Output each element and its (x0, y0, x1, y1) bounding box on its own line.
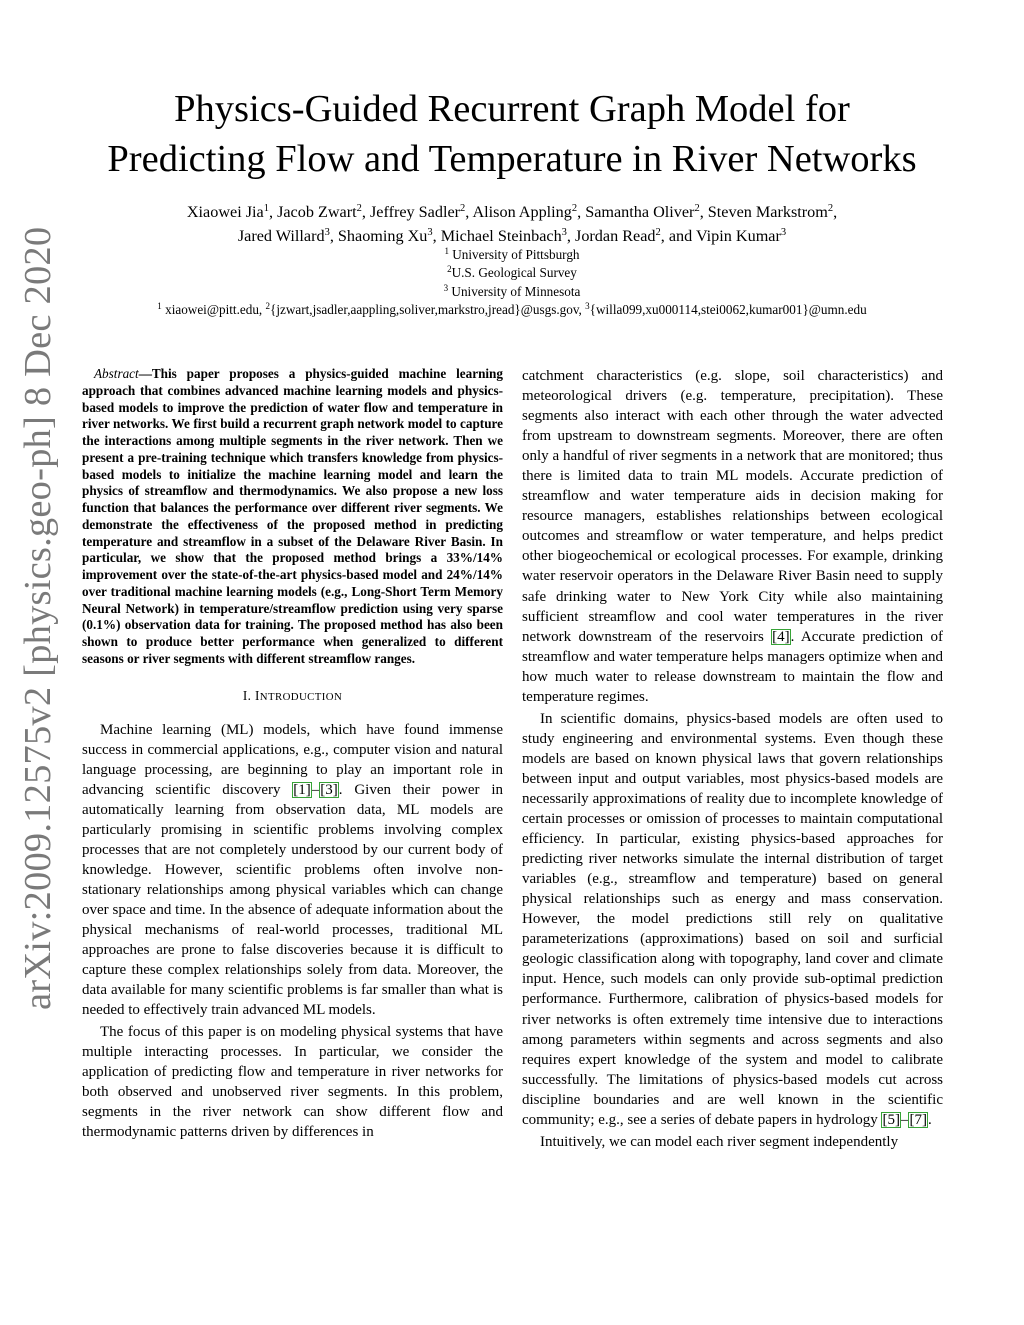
abstract-dash: — (138, 366, 152, 381)
body-paragraph (82, 720, 503, 1021)
affiliation-number: 3 (443, 283, 449, 293)
title-line: Predicting Flow and Temperature in River Networks (107, 138, 917, 180)
author-separator: , (432, 227, 441, 245)
author-emails (60, 301, 964, 319)
email-group-number: 2 (265, 301, 271, 311)
paper-title (60, 84, 964, 184)
paragraph-text: catchment characteristics (e.g. slope, soil characteristics) and meteorological drivers (e.g. temperature, precipitation). These segments also interact with each other through the water advected from upstream to downstream segments. Moreover, there are often only a handful of river segments in a network that are monitored; thus there is limited data to train ML models. Accurate prediction of streamflow and water temperature aids in decision making for resource managers, establishes relationships between ecological outcomes and streamflow or water temperature, and helps predict other biogeochemical or ecological processes. For example, drinking water reservoir operators in the Delaware River Basin need to supply safe drinking water to New York City while also maintaining sufficient streamflow and cool water temperatures in the river network downstream of the reservoirs (522, 368, 943, 645)
author-affiliation-marker: 3 (324, 227, 330, 238)
author-line (60, 200, 964, 224)
affiliation-number: 2 (447, 264, 452, 274)
author-name: Jacob Zwart (277, 203, 357, 221)
email-group: xiaowei@pitt.edu, (161, 302, 266, 317)
author-affiliation-marker: 2 (356, 203, 362, 214)
author-name: Vipin Kumar (695, 227, 781, 245)
abstract-body: This paper proposes a physics-guided machine learning approach that combines advanced machine learning models and physics-based models to improve the prediction of water flow and temperature in river networks. We first build a recurrent graph network model to capture the interactions among multiple segments in the river network. Then we present a pre-training technique which transfers knowledge from physics-based models to initialize the machine learning model and learn the physics of streamflow and thermodynamics. We also propose a new loss function that balances the performance over different river segments. We demonstrate the effectiveness of the proposed method in predicting temperature and streamflow in a subset of the Delaware River Basin. In particular, we show that the proposed method brings a 33%/14% improvement over the state-of-the-art physics-based model and 24%/14% over traditional machine learning models (e.g., Long-Short Term Memory Neural Network) in temperature/streamflow prediction using very sparse (0.1%) observation data for training. The proposed method has also been shown to produce better performance when generalized to different seasons or river segments with different streamflow ranges. (82, 366, 503, 666)
email-group-number: 3 (585, 301, 590, 311)
author-name: Samantha Oliver (585, 203, 695, 221)
author-name: Michael Steinbach (440, 227, 562, 245)
affiliation-text: University of Pittsburgh (448, 247, 580, 262)
citation-range-dash: – (900, 1111, 909, 1128)
paragraph-text: In scientific domains, physics-based models are often used to study engineering and environmental systems. Even though these models are based on known physical laws that govern relationships between input and output variables, most physics-based models are necessarily approximations of reality due to incomplete knowledge of certain processes or omission of processes to maintain computational efficiency. In particular, existing physics-based approaches for predicting river networks simulate the internal distribution of target variables (e.g., streamflow and temperature) based on general physical relationships such as energy and mass conservation. However, the model predictions still rely on qualitative parameterizations (approximations) based on soil and surficial geologic classification along with topography, land cover and climate input. Hence, such models can only provide sub-optimal prediction performance. Furthermore, calibration of physics-based models for river networks is often extremely time intensive due to interactions among parameters within segments and across segments and also requires expert knowledge of the system and model to calibrate successfully. The limitations of physics-based models cut across discipline boundaries and are well known in the scientific community; e.g., see a series of debate papers in hydrology (522, 710, 943, 1128)
author-separator: , (465, 203, 473, 221)
author-name: Steven Markstrom (707, 203, 828, 221)
citation-link[interactable]: [5] (882, 1111, 900, 1128)
left-body-text (82, 720, 503, 1143)
right-column (522, 366, 943, 1152)
affiliation-usgs (60, 264, 964, 282)
author-separator: , (833, 203, 838, 221)
author-name: Jeffrey Sadler (369, 203, 461, 221)
author-separator: , (268, 203, 278, 221)
author-separator: , and (660, 227, 696, 245)
email-group: {willa099,xu000114,stei0062,kumar001}@umn.edu (589, 302, 867, 317)
affiliation-pittsburgh (60, 246, 964, 264)
right-body-text (522, 366, 943, 1152)
body-paragraph (82, 1022, 503, 1142)
affiliation-number: 1 (444, 246, 449, 256)
author-name: Shaoming Xu (337, 227, 428, 245)
author-name: Jared Willard (237, 227, 325, 245)
author-name: Alison Appling (472, 203, 572, 221)
author-affiliation-marker: 2 (827, 203, 834, 214)
paragraph-text: Machine learning (ML) models, which have found immense success in commercial applications, e.g., computer vision and natural language processing, are beginning to play an important role in advancing scientific discovery (82, 721, 503, 798)
author-affiliation-marker: 2 (655, 227, 661, 238)
paragraph-text: The focus of this paper is on modeling physical systems that have multiple interacting processes. In particular, we consider the application of predicting flow and temperature in river networks for both observed and unobserved river segments. In this problem, segments in the river network can show different flow and thermodynamic patterns driven by differences in (82, 1024, 503, 1141)
author-separator: , (699, 203, 708, 221)
paragraph-text: Intuitively, we can model each river segment independently (540, 1133, 899, 1150)
citation-range-dash: – (311, 781, 320, 798)
section-title-rest: NTRODUCTION (259, 690, 343, 703)
arxiv-identifier: arXiv:2009.12575v2 [physics.geo-ph] 8 Dec 2020 (17, 226, 59, 1010)
author-separator: , (566, 227, 576, 245)
email-group-number: 1 (157, 301, 162, 311)
section-numeral: I. (242, 687, 255, 703)
author-name: Jordan Read (575, 227, 656, 245)
paragraph-text: . Accurate prediction of streamflow and water temperature helps managers optimize when and how much water to release downstream to maintain the flow and temperature regimes. (522, 628, 943, 705)
author-affiliation-marker: 2 (694, 203, 700, 214)
author-affiliation-marker: 1 (263, 203, 269, 214)
section-title-initial: I (255, 687, 260, 703)
left-column (82, 366, 503, 1142)
body-paragraph (522, 366, 943, 707)
author-list (60, 200, 964, 248)
section-heading-introduction (82, 687, 503, 706)
author-affiliation-marker: 2 (460, 203, 466, 214)
abstract (82, 366, 503, 668)
body-paragraph (522, 709, 943, 1130)
author-separator: , (361, 203, 370, 221)
author-separator: , (577, 203, 586, 221)
author-affiliation-marker: 3 (561, 227, 567, 238)
author-affiliation-marker: 3 (427, 227, 433, 238)
citation-link[interactable]: [1] (293, 781, 311, 798)
affiliation-text: U.S. Geological Survey (451, 265, 577, 280)
paragraph-text: . (927, 1111, 932, 1128)
title-line: Physics-Guided Recurrent Graph Model for (174, 88, 850, 130)
affiliation-text: University of Minnesota (448, 284, 581, 299)
abstract-label: Abstract (94, 366, 139, 381)
citation-link[interactable]: [7] (909, 1111, 927, 1128)
email-group: {jzwart,jsadler,aappling,soliver,markstro,jread}@usgs.gov, (270, 302, 586, 317)
author-affiliation-marker: 2 (571, 203, 578, 214)
author-affiliation-marker: 3 (780, 227, 787, 238)
citation-link[interactable]: [4] (772, 628, 790, 645)
citation-link[interactable]: [3] (320, 781, 338, 798)
paragraph-text: . Given their power in automatically learning from observation data, ML models are particularly promising in scientific problems involving complex processes that are not completely understood by our current body of knowledge. However, scientific problems often involve non-stationary relationships among physical variables which can change over space and time. In the absence of adequate information about the physical mechanisms of real-world processes, traditional ML approaches are prone to false discoveries because it is difficult to capture these complex relationships solely from data. Moreover, the data available for many scientific problems is far smaller than what is needed to effectively train advanced ML models. (82, 781, 503, 1019)
author-line (60, 224, 964, 248)
author-separator: , (329, 227, 338, 245)
affiliation-minnesota (60, 283, 964, 301)
author-name: Xiaowei Jia (186, 203, 264, 221)
body-paragraph (522, 1132, 943, 1152)
